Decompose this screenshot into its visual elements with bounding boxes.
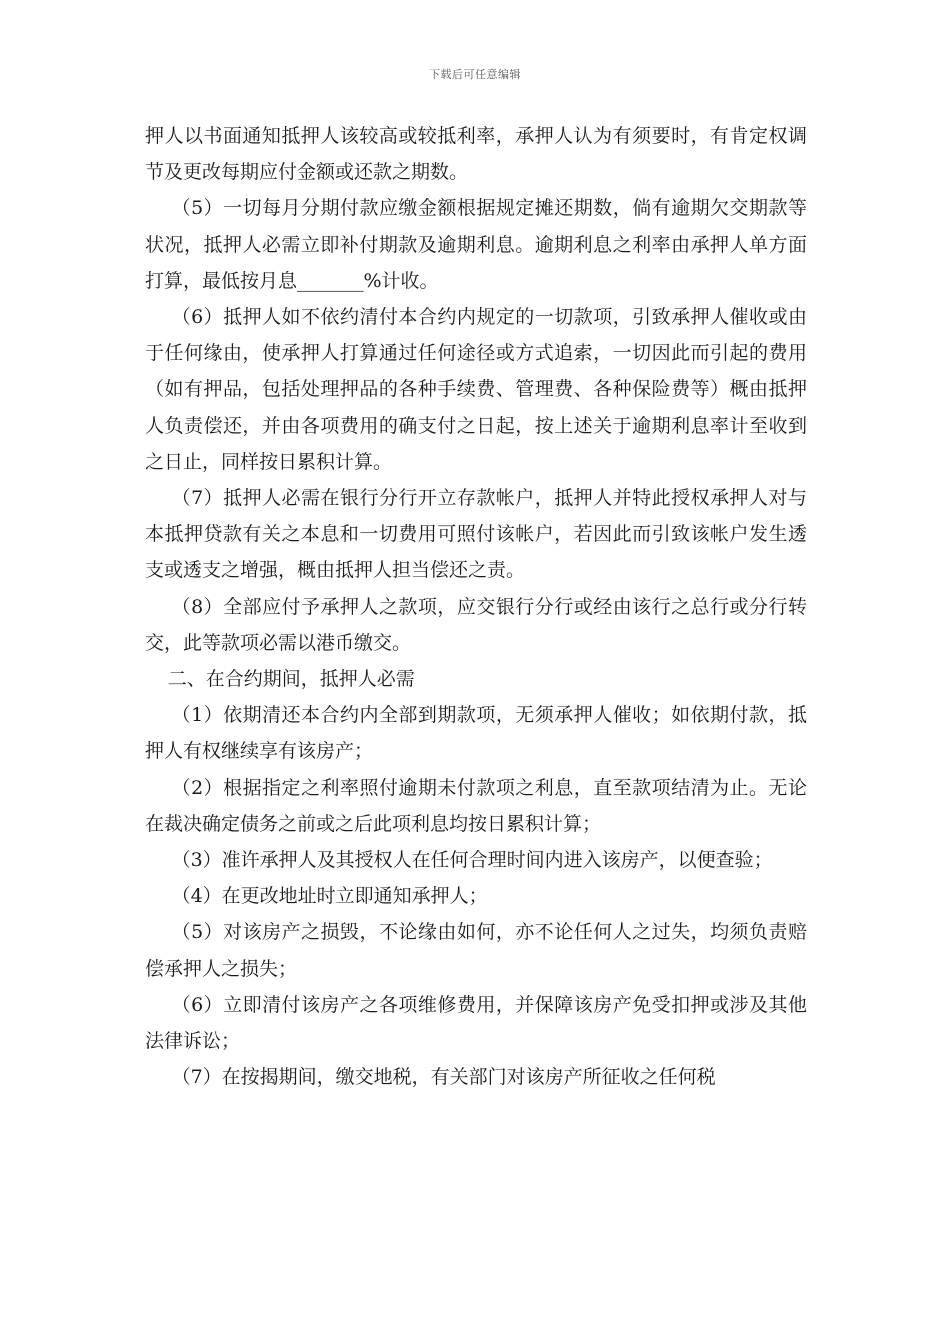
clause-2-2: （2）根据指定之利率照付逾期未付款项之利息，直至款项结清为止。无论在裁决确定债务之前或之后此项利息均按日累积计算； bbox=[145, 776, 807, 835]
clause-1-6: （6）抵押人如不依约清付本合约内规定的一切款项，引致承押人催收或由于任何缘由，使承押人打算通过任何途径或方式追索，一切因此而引起的费用（如有押品，包括处理押品的各种手续费、管理费、各种保险费等）概由抵押人负责偿还，并由各项费用的确支付之日起，按上述关于逾期利息率计至收到之日止，同样按日累积计算。 bbox=[145, 306, 807, 473]
clause-1-7: （7）抵押人必需在银行分行开立存款帐户，抵押人并特此授权承押人对与本抵押贷款有关之本息和一切费用可照付该帐户，若因此而引致该帐户发生透支或透支之增强，概由抵押人担当偿还之责。 bbox=[145, 487, 807, 582]
clause-2-5: （5）对该房产之损毁，不论缘由如何，亦不论任何人之过失，均须负责赔偿承押人之损失； bbox=[145, 921, 807, 980]
page-header-watermark: 下载后可任意编辑 bbox=[429, 68, 521, 81]
clause-2-4: （4）在更改地址时立即通知承押人； bbox=[171, 885, 488, 908]
section-2-heading: 二、在合约期间，抵押人必需 bbox=[167, 668, 415, 691]
clause-2-1: （1）依期清还本合约内全部到期款项，无须承押人催收；如依期付款，抵押人有权继续享有该房产； bbox=[145, 704, 807, 763]
clause-2-3: （3）准许承押人及其授权人在任何合理时间内进入该房产，以便查验； bbox=[171, 849, 773, 872]
clause-1-5: （5）一切每月分期付款应缴金额根据规定摊还期数，倘有逾期欠交期款等状况，抵押人必需立即补付期款及逾期利息。逾期利息之利率由承押人单方面打算，最低按月息_______%计收。 bbox=[145, 197, 807, 292]
clause-1-8: （8）全部应付予承押人之款项，应交银行分行或经由该行之总行或分行转交，此等款项必需以港币缴交。 bbox=[145, 595, 807, 654]
paragraph-continuation: 押人以书面通知抵押人该较高或较抵利率，承押人认为有须要时，有肯定权调节及更改每期应付金额或还款之期数。 bbox=[145, 125, 807, 184]
clause-2-7: （7）在按揭期间，缴交地税，有关部门对该房产所征收之任何税 bbox=[171, 1066, 716, 1089]
document-body bbox=[145, 118, 807, 1095]
clause-2-6: （6）立即清付该房产之各项维修费用，并保障该房产免受扣押或涉及其他法律诉讼； bbox=[145, 993, 807, 1053]
